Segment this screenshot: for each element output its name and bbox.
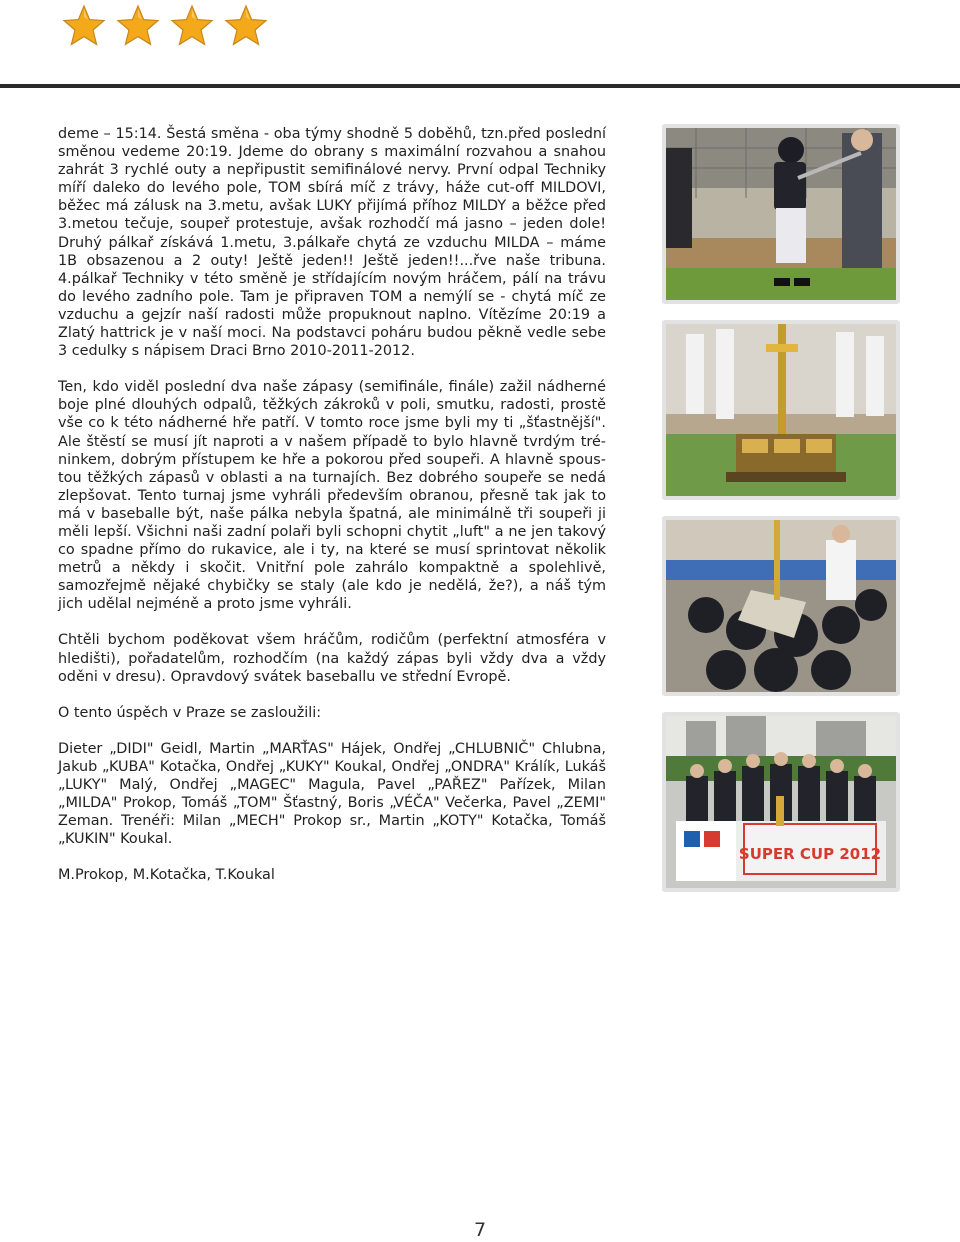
photo-trophy: [662, 320, 900, 500]
star-icon: [170, 4, 214, 48]
article-text: [58, 125, 606, 884]
star-icon: [116, 4, 160, 48]
banner-text: SUPER CUP 2012: [738, 845, 882, 863]
paragraph-game-report: deme – 15:14. Šestá směna - oba týmy shodně 5 doběhů, tzn.před poslední směnou vedeme 20:19. Jdeme do obrany s maximální rozvahou a snahou zahrát 3 rychlé outy a nepřipustit semifinálové nervy. První odpal Techniky míří daleko do levého pole, TOM sbírá míč z trávy, háže cut-off MILDOVI, běžec má zálusk na 3.metu, avšak LUKY přijímá příhoz MILDY a běžce před 3.metou tečuje, soupeř protestuje, avšak rozhodčí má jasno – jeden dole! Druhý pálkař získává 1.metu, 3.pálkaře chytá ze vzduchu MILDA – máme 1B obsazenou a 2 outy! Ještě jeden!! Ještě jeden!!...řve naše tribuna. 4.pálkař Techniky v této směně je střídajícím novým hráčem, pálí na trávu do levého zadního pole. Tam je připraven TOM a nemýlí se - chytá míč ze vzduchu a gejzír naší radosti může propuknout naplno. Vítězíme 20:19 a Zlatý hattrick je v naší moci. Na podstavci poháru budou pěkně vedle sebe 3 cedulky s nápisem Draci Brno 2010-2011-2012.: [58, 126, 606, 360]
paragraph-thanks: Chtěli bychom poděkovat všem hráčům, rodičům (perfektní atmosféra v hledišti), pořadatelům, rozhodčím (na každý zápas byli vždy dva a vždy oděni v dresu). Opravdový svátek baseballu ve střední Evropě.: [58, 632, 606, 685]
team-celebration-photo: [666, 520, 896, 692]
star-icon: [62, 4, 106, 48]
star-icon: [224, 4, 268, 48]
photo-celebration: [662, 516, 900, 696]
team-group-photo: [666, 716, 896, 888]
paragraph-summary: Ten, kdo viděl poslední dva naše zápasy (semifinále, finále) zažil nádherné boje plné dlouhých odpalů, těžkých zákroků v poli, smutku, radosti, prostě vše co k této nádherné hře patří. V tomto roce jsme byli my ti „šťastnější". Ale štěstí se musí jít naproti a v našem případě to bylo hlavně tvrdým tré-ninkem, dobrým přístupem ke hře a pokorou před soupeři. A hlavně spous-tou těžkých zápasů v oblasti a na turnajích. Bez dobrého soupeře se nedá zlepšovat. Tento turnaj jsme vyhráli především obranou, přesně tak jak to má v baseballe být, naše pálka nebyla špatná, ale minimálně tři soupeři ji měli lepší. Všichni naši zadní polaři byli schopni chytit „luft" a ne jen takový co spadne přímo do rukavice, ale i ty, na které se musí sprintovat několik metrů a někdy i skočit. Vnitřní pole zahrálo kompaktně a spolehlivě, samozřejmě nějaké chybičky se staly (ale kdo je nedělá, že?), a náš tým jich udělal nejméně a proto jsme vyhráli.: [58, 379, 606, 613]
rating-stars: [62, 4, 272, 52]
header-divider: [0, 84, 960, 88]
paragraph-authors: M.Prokop, M.Kotačka, T.Koukal: [58, 867, 275, 884]
photo-batter: [662, 124, 900, 304]
photo-team: [662, 712, 900, 892]
paragraph-credits-intro: O tento úspěch v Praze se zasloužili:: [58, 704, 322, 721]
paragraph-roster: Dieter „DIDI" Geidl, Martin „MARŤAS" Hájek, Ondřej „CHLUBNIČ" Chlubna, Jakub „KUBA" Kotačka, Ondřej „KUKY" Koukal, Ondřej „ONDRA" Králík, Lukáš „LUKY" Malý, Ondřej „MAGEC" Magula, Pavel „PAŘEZ" Pařízek, Milan „MILDA" Prokop, Tomáš „TOM" Šťastný, Boris „VÉČA" Večerka, Pavel „ZEMI" Zeman. Trenéři: Milan „MECH" Prokop sr., Martin „KOTY" Kotačka, Tomáš „KUKIN" Koukal.: [58, 740, 606, 848]
page-number: 7: [473, 1219, 487, 1241]
baseball-batter-photo: [666, 128, 896, 300]
trophy-photo: [666, 324, 896, 496]
